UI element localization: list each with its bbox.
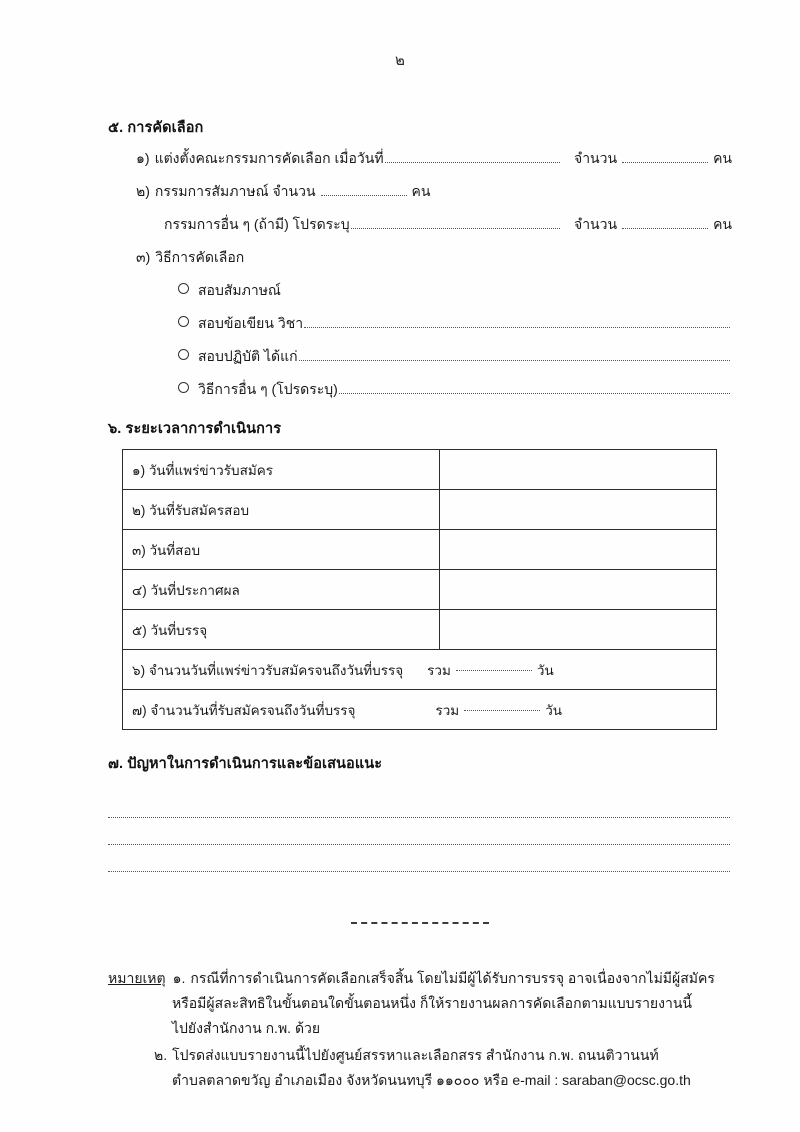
table-row [123, 530, 717, 570]
section-divider [108, 914, 732, 932]
radio-circle-icon[interactable] [178, 382, 189, 393]
appointment-date-field[interactable] [385, 162, 560, 163]
row-value-application-date[interactable] [440, 490, 717, 530]
option-other-method-label: วิธีการอื่น ๆ (โปรดระบุ) [198, 381, 338, 397]
section-timeline [108, 417, 732, 730]
interview-committee-line [108, 181, 732, 203]
table-row [123, 650, 717, 690]
blank-writing-line[interactable] [108, 791, 730, 818]
sum-days-field-7[interactable] [464, 710, 540, 711]
row-value-announcement-date[interactable] [440, 450, 717, 490]
row-label-days-application-to-appointment: ๗) จำนวนวันที่รับสมัครจนถึงวันที่บรรจุ [132, 702, 356, 718]
item-2-number: ๒) [136, 183, 150, 199]
row-value-appointment-date[interactable] [440, 610, 717, 650]
item-1-unit: คน [713, 150, 732, 166]
sum-unit-7: วัน [545, 702, 563, 718]
note-2-line-2-wrap [108, 1068, 732, 1093]
page-number: ๒ [395, 52, 405, 69]
table-row [123, 450, 717, 490]
item-1-label: แต่งตั้งคณะกรรมการคัดเลือก เมื่อวันที่ [154, 150, 384, 166]
blank-writing-line[interactable] [108, 818, 730, 845]
note-2-line-2: ตำบลตลาดขวัญ อำเภอเมือง จังหวัดนนทบุรี ๑๑๐๐๐ หรือ e-mail : saraban@ocsc.go.th [172, 1071, 691, 1088]
note-1-line-1: กรณีที่การดำเนินการคัดเลือกเสร็จสิ้น โดยไม่มีผู้ได้รับการบรรจุ อาจเนื่องจากไม่มีผู้สมัคร [190, 970, 715, 986]
item-2-count-label: จำนวน [573, 216, 618, 232]
sum-days-field-6[interactable] [456, 670, 532, 671]
appointment-count-field[interactable] [622, 162, 708, 163]
timeline-table [122, 449, 717, 730]
option-practical-exam-label: สอบปฏิบัติ ได้แก่ [198, 348, 298, 364]
item-3-number: ๓) [136, 249, 151, 265]
note-1-line-3: ไปยังสำนักงาน ก.พ. ด้วย [172, 1019, 321, 1036]
document-body [108, 116, 732, 1093]
blank-writing-line[interactable] [108, 845, 730, 872]
item-1-number: ๑) [136, 150, 150, 166]
radio-circle-icon[interactable] [178, 283, 189, 294]
other-committee-count-field[interactable] [622, 228, 708, 229]
table-row [123, 690, 717, 730]
row-label-result-date: ๔) วันที่ประกาศผล [123, 570, 440, 610]
row-value-result-date[interactable] [440, 570, 717, 610]
sum-label-6: รวม [427, 662, 451, 678]
item-2-sub-label: กรรมการอื่น ๆ (ถ้ามี) โปรดระบุ [164, 216, 350, 232]
other-committee-specify-field[interactable] [351, 228, 560, 229]
option-practical-exam[interactable] [108, 346, 732, 368]
item-3-label: วิธีการคัดเลือก [155, 249, 245, 265]
dashed-divider-line [351, 922, 489, 924]
option-interview[interactable] [108, 280, 732, 302]
interview-committee-count-field[interactable] [321, 195, 407, 196]
section-6-heading: ๖. ระยะเวลาการดำเนินการ [108, 421, 282, 437]
selection-method-line [108, 247, 732, 269]
other-committee-line [108, 214, 732, 236]
row-label-appointment-date: ๕) วันที่บรรจุ [123, 610, 440, 650]
notes-label: หมายเหตุ [108, 970, 166, 986]
sum-label-7: รวม [435, 702, 460, 718]
practical-exam-detail-field[interactable] [299, 360, 730, 361]
row-label-application-date: ๒) วันที่รับสมัครสอบ [123, 490, 440, 530]
written-exam-subject-field[interactable] [304, 327, 730, 328]
section-problems [108, 752, 732, 872]
row-days-application-to-appointment [123, 690, 717, 730]
option-interview-label: สอบสัมภาษณ์ [198, 282, 281, 298]
radio-circle-icon[interactable] [178, 349, 189, 360]
option-other-method[interactable] [108, 379, 732, 401]
sum-unit-6: วัน [536, 662, 554, 678]
row-label-announcement-date: ๑) วันที่แพร่ข่าวรับสมัคร [123, 450, 440, 490]
problems-answer-area [108, 791, 732, 872]
section-5-heading: ๕. การคัดเลือก [108, 120, 204, 136]
row-label-days-announcement-to-appointment: ๖) จำนวนวันที่แพร่ข่าวรับสมัครจนถึงวันที่บรรจุ [132, 662, 404, 678]
note-1-line-2-wrap [108, 991, 732, 1016]
table-row [123, 570, 717, 610]
appointment-committee-line [108, 148, 732, 170]
item-2-label: กรรมการสัมภาษณ์ จำนวน [154, 183, 316, 199]
note-item-2 [108, 1043, 732, 1068]
note-1-line-3-wrap [108, 1016, 732, 1041]
row-value-exam-date[interactable] [440, 530, 717, 570]
note-2-number: ๒. [154, 1046, 168, 1063]
note-1-line-2: หรือมีผู้สละสิทธิในขั้นตอนใดขั้นตอนหนึ่ง ก็ให้รายงานผลการคัดเลือกตามแบบรายงานนี้ [172, 994, 692, 1011]
section-7-heading: ๗. ปัญหาในการดำเนินการและข้อเสนอแนะ [108, 756, 383, 772]
item-2-unit: คน [411, 183, 431, 199]
item-2-sub-unit: คน [713, 216, 732, 232]
option-written-exam[interactable] [108, 313, 732, 335]
table-row [123, 610, 717, 650]
other-method-specify-field[interactable] [339, 393, 730, 394]
section-selection [108, 116, 732, 401]
notes-section [108, 966, 732, 1093]
option-written-exam-label: สอบข้อเขียน วิชา [198, 315, 304, 331]
note-2-line-1: โปรดส่งแบบรายงานนี้ไปยังศูนย์สรรหาและเลือกสรร สำนักงาน ก.พ. ถนนติวานนท์ [172, 1046, 659, 1063]
note-item-1 [108, 966, 732, 991]
radio-circle-icon[interactable] [178, 316, 189, 327]
row-days-announcement-to-appointment [123, 650, 717, 690]
item-1-count-label: จำนวน [573, 150, 618, 166]
table-row [123, 490, 717, 530]
row-label-exam-date: ๓) วันที่สอบ [123, 530, 440, 570]
note-1-number: ๑. [172, 970, 186, 986]
